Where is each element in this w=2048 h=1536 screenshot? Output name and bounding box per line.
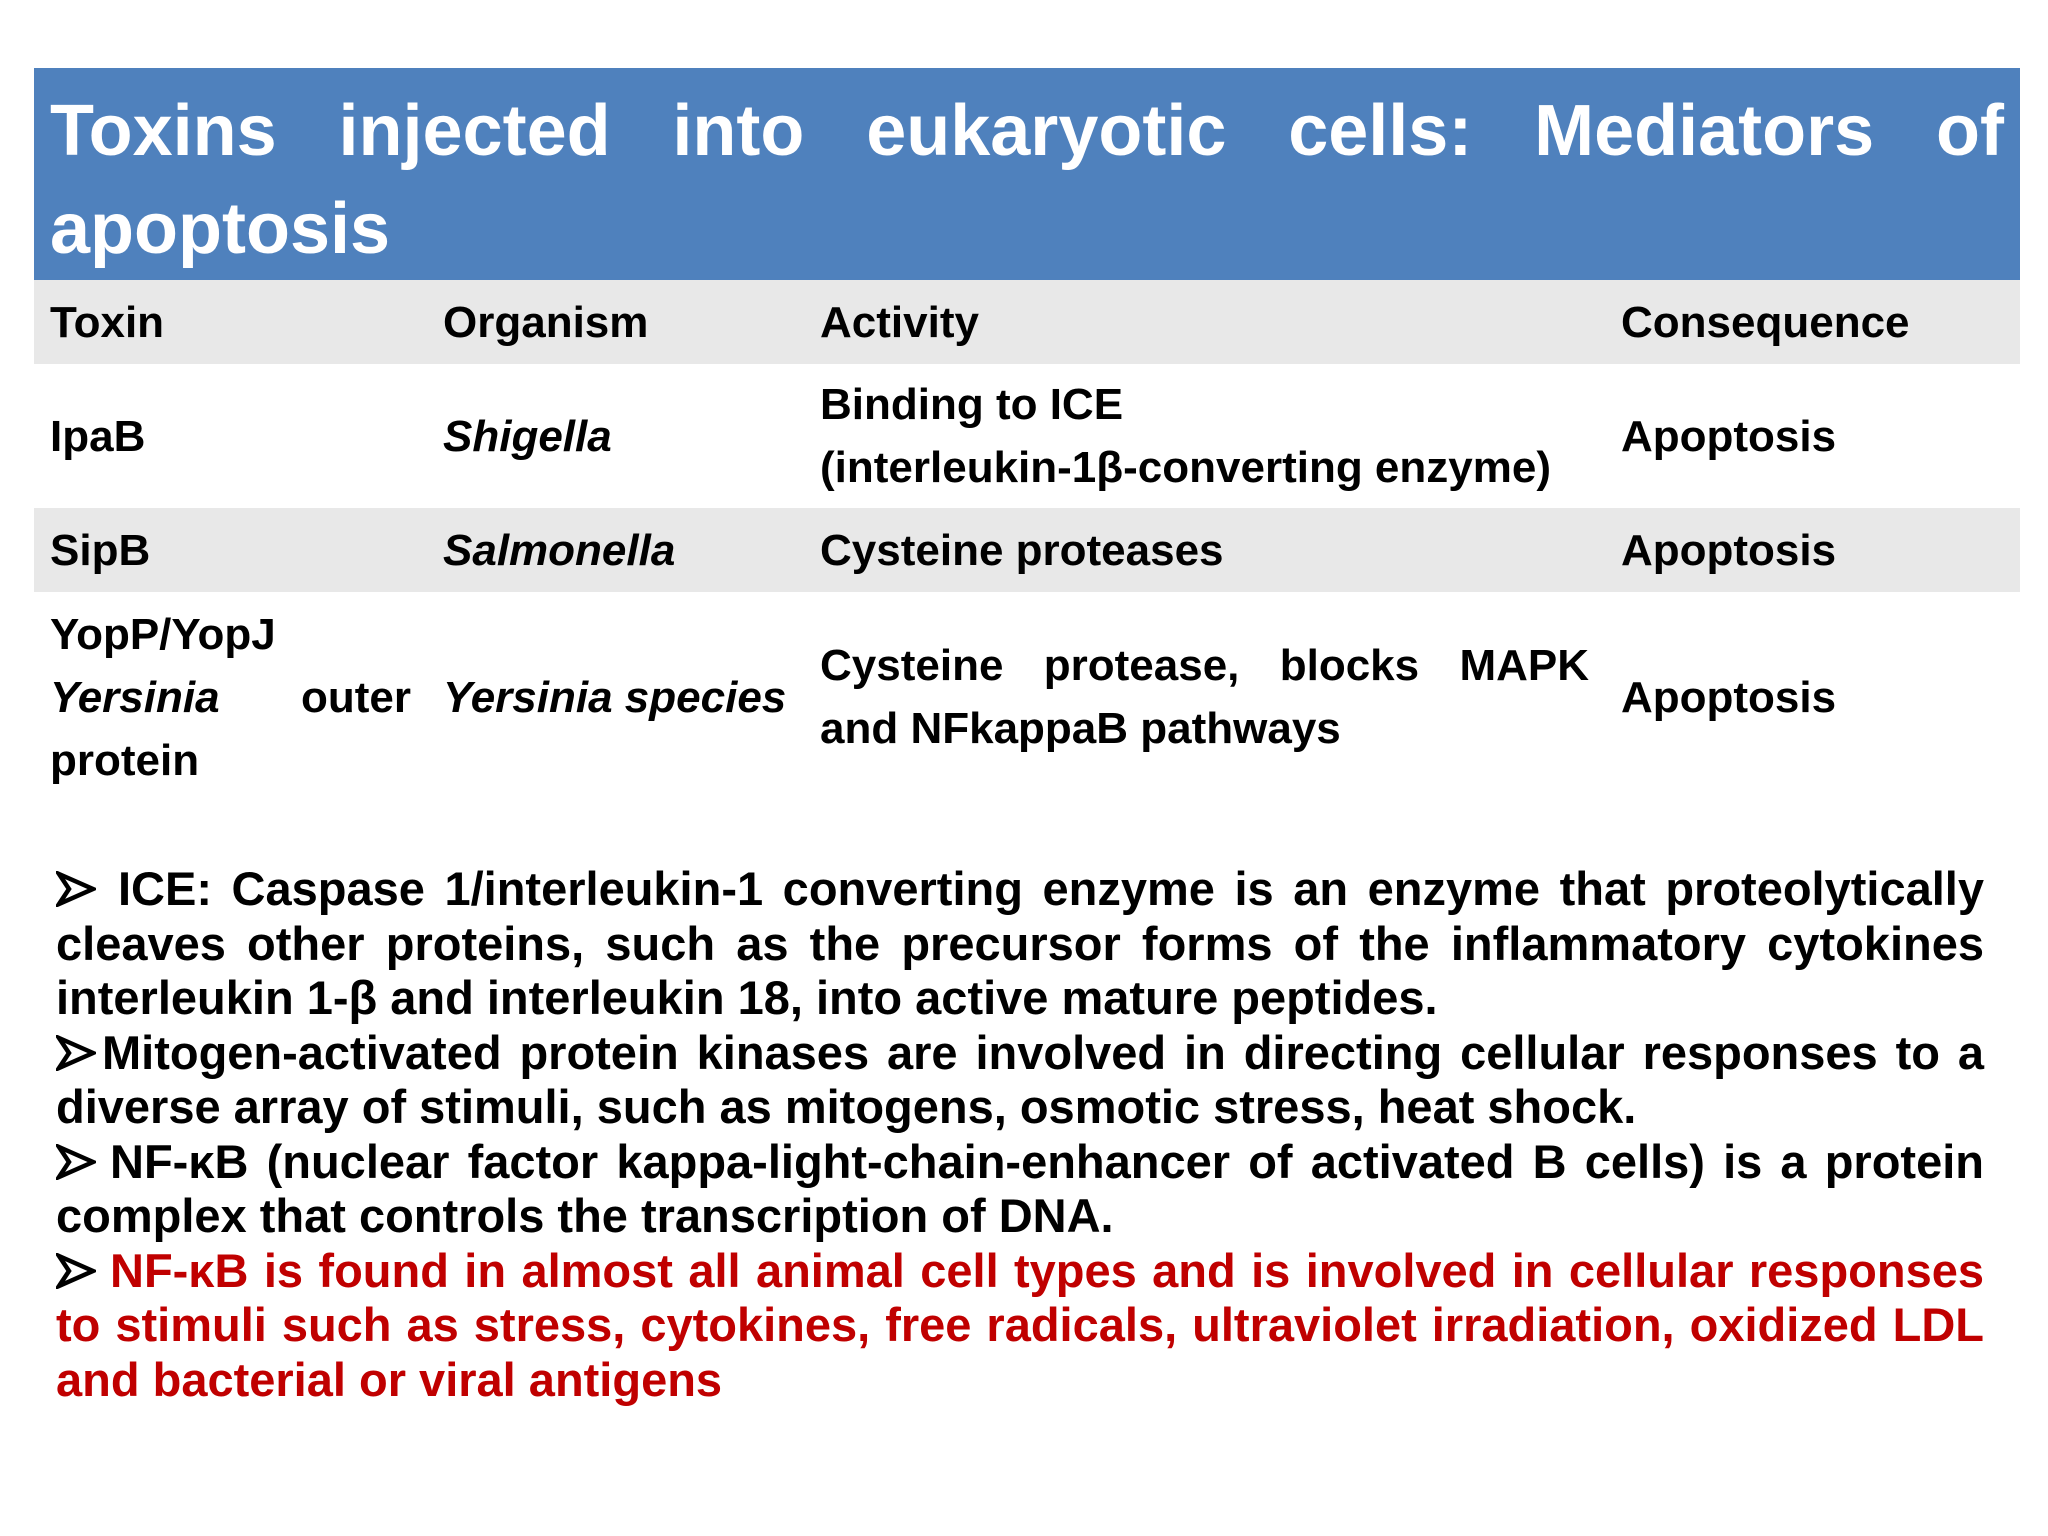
- note-text: Mitogen-activated protein kinases are involved in directing cellular responses to a diverse array of stimuli, such as mitogens, osmotic stress, heat shock.: [56, 1025, 1984, 1133]
- toxin-table: [34, 280, 2020, 802]
- note-item: [56, 862, 1984, 1026]
- cell-consequence: Apoptosis: [1621, 672, 1837, 722]
- cell-consequence: Apoptosis: [1621, 525, 1837, 575]
- cell-activity: Cysteine protease, blocks MAPK and NFkappaB pathways: [820, 641, 1589, 753]
- activity-line: Binding to ICE: [820, 380, 1124, 429]
- note-item-highlight: [56, 1244, 1984, 1408]
- activity-line: (interleukin-1β-converting enzyme): [820, 443, 1551, 492]
- table-header-row: [34, 280, 2020, 364]
- table-row: [34, 508, 2020, 592]
- note-text: ICE: Caspase 1/interleukin-1 converting enzyme is an enzyme that proteolytically cleaves other proteins, such as the precursor forms of the inflammatory cytokines interleukin 1-β and interleukin 18, into active mature peptides.: [56, 862, 1984, 1024]
- table-row: [34, 364, 2020, 508]
- slide-title: Toxins injected into eukaryotic cells: Mediators of apoptosis: [50, 91, 2004, 269]
- cell-toxin: SipB: [50, 525, 151, 575]
- cell-toxin: IpaB: [50, 411, 146, 461]
- cell-activity: [804, 364, 1605, 508]
- note-item: [56, 1135, 1984, 1244]
- cell-consequence: Apoptosis: [1621, 411, 1837, 461]
- table-row: [34, 592, 2020, 802]
- note-text: NF-κB is found in almost all animal cell types and is involved in cellular responses to stimuli such as stress, cytokines, free radicals, ultraviolet irradiation, oxidized LDL and bacterial or viral antigens: [56, 1243, 1984, 1406]
- cell-organism: Salmonella: [443, 525, 676, 575]
- arrowhead-bullet-icon: [56, 1135, 110, 1190]
- notes-list: [56, 862, 1984, 1407]
- toxin-description: [50, 666, 411, 792]
- header-organism: Organism: [443, 297, 649, 347]
- arrowhead-bullet-icon: [56, 1026, 102, 1081]
- cell-toxin: [34, 592, 427, 802]
- note-text: NF-κB (nuclear factor kappa-light-chain-enhancer of activated B cells) is a protein complex that controls the transcription of DNA.: [56, 1134, 1984, 1242]
- arrowhead-bullet-icon: [56, 1244, 110, 1299]
- toxin-genus: Yersinia: [50, 672, 220, 722]
- toxin-description-rest: outer protein: [50, 672, 411, 785]
- header-toxin: Toxin: [50, 297, 165, 347]
- arrowhead-bullet-icon: [56, 862, 118, 917]
- header-consequence: Consequence: [1621, 297, 1910, 347]
- note-item: [56, 1026, 1984, 1135]
- title-banner: [34, 68, 2020, 280]
- cell-organism: Yersinia species: [443, 672, 787, 722]
- cell-activity: Cysteine proteases: [820, 525, 1224, 575]
- toxin-name: YopP/YopJ: [50, 609, 276, 659]
- header-activity: Activity: [820, 297, 979, 347]
- cell-organism: Shigella: [443, 411, 612, 461]
